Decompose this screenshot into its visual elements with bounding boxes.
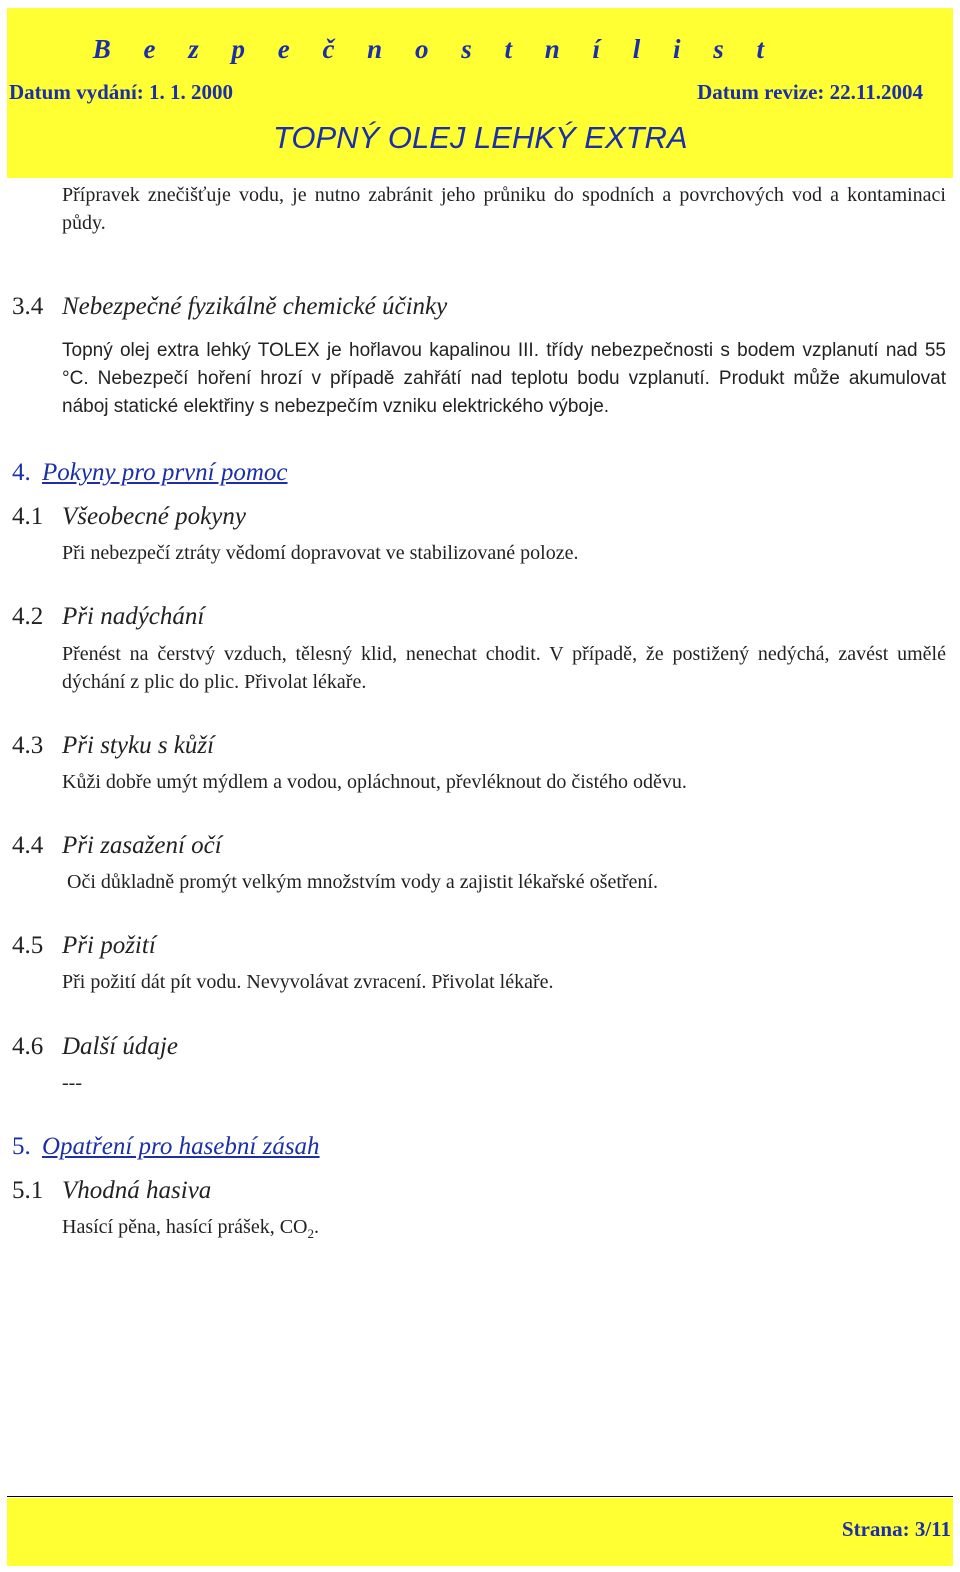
page-number: Strana: 3/11: [841, 1517, 951, 1541]
subsection-title: Vhodná hasiva: [62, 1177, 212, 1204]
section-number: 5.: [12, 1133, 31, 1160]
subsection-number: 4.3: [12, 732, 44, 759]
section-heading-5: [12, 1133, 320, 1161]
footer-divider: [7, 1496, 953, 1497]
subsection-heading-4-2: [12, 603, 204, 631]
subsection-number: 4.4: [12, 832, 44, 859]
subsection-heading-4-4: [12, 832, 222, 860]
section-number: 3.4: [12, 293, 44, 320]
text-main: Hasící pěna, hasící prášek, CO: [62, 1216, 308, 1238]
subscript: 2: [307, 1226, 314, 1241]
subsection-heading-5-1: [12, 1177, 211, 1205]
subsection-text-4-3: Kůži dobře umýt mýdlem a vodou, opláchnout, převléknout do čistého oděvu.: [62, 771, 687, 793]
section-3-4-text: Topný olej extra lehký TOLEX je hořlavou kapalinou III. třídy nebezpečnosti s bodem vzplanutí nad 55 °C. Nebezpečí hoření hrozí v případě zahřátí nad teplotu bodu vzplanutí. Produkt může akumulovat náboj statické elektřiny s nebezpečím vzniku elektrického výboje.: [62, 340, 946, 417]
section-heading-4: [12, 459, 288, 487]
subsection-text-4-6: ---: [62, 1072, 82, 1094]
document-header: [7, 8, 953, 178]
subsection-title: Všeobecné pokyny: [62, 503, 246, 530]
subsection-number: 4.2: [12, 603, 44, 630]
product-name: TOPNÝ OLEJ LEHKÝ EXTRA: [273, 120, 688, 155]
section-title: Nebezpečné fyzikálně chemické účinky: [62, 293, 448, 320]
section-title: Opatření pro hasební zásah: [42, 1133, 320, 1160]
subsection-text-4-2: Přenést na čerstvý vzduch, tělesný klid, nenechat chodit. V případě, že postižený nedýchá, zavést umělé dýchání z plic do plic. Přivolat lékaře.: [62, 643, 946, 693]
subsection-title: Při styku s kůží: [62, 732, 215, 759]
document-title: B e z p e č n o s t n í l i s t: [92, 34, 777, 64]
subsection-heading-4-3: [12, 732, 214, 760]
subsection-number: 5.1: [12, 1177, 44, 1204]
subsection-number: 4.6: [12, 1033, 44, 1060]
subsection-heading-4-1: [12, 503, 246, 531]
subsection-number: 4.5: [12, 932, 44, 959]
issue-date: Datum vydání: 1. 1. 2000: [9, 80, 234, 104]
section-title: Pokyny pro první pomoc: [42, 459, 288, 486]
section-number: 4.: [12, 459, 31, 486]
subsection-text-4-4: Oči důkladně promýt velkým množstvím vody a zajistit lékařské ošetření.: [67, 871, 658, 893]
subsection-title: Při nadýchání: [62, 603, 205, 630]
subsection-title: Při zasažení očí: [62, 832, 222, 859]
section-heading-3-4: [12, 293, 447, 321]
subsection-heading-4-5: [12, 932, 156, 960]
subsection-heading-4-6: [12, 1033, 178, 1061]
text-end: .: [313, 1216, 319, 1238]
intro-paragraph: Přípravek znečišťuje vodu, je nutno zabránit jeho průniku do spodních a povrchových vod a kontaminaci půdy.: [62, 184, 946, 234]
subsection-text-4-1: Při nebezpečí ztráty vědomí dopravovat ve stabilizované poloze.: [62, 542, 579, 564]
subsection-number: 4.1: [12, 503, 44, 530]
subsection-title: Při požití: [62, 932, 156, 959]
subsection-text-5-1: [62, 1216, 319, 1242]
subsection-text-4-5: Při požití dát pít vodu. Nevyvolávat zvracení. Přivolat lékaře.: [62, 971, 554, 993]
subsection-title: Další údaje: [62, 1033, 178, 1060]
document-footer: [7, 1498, 953, 1566]
revision-date: Datum revize: 22.11.2004: [697, 80, 923, 104]
